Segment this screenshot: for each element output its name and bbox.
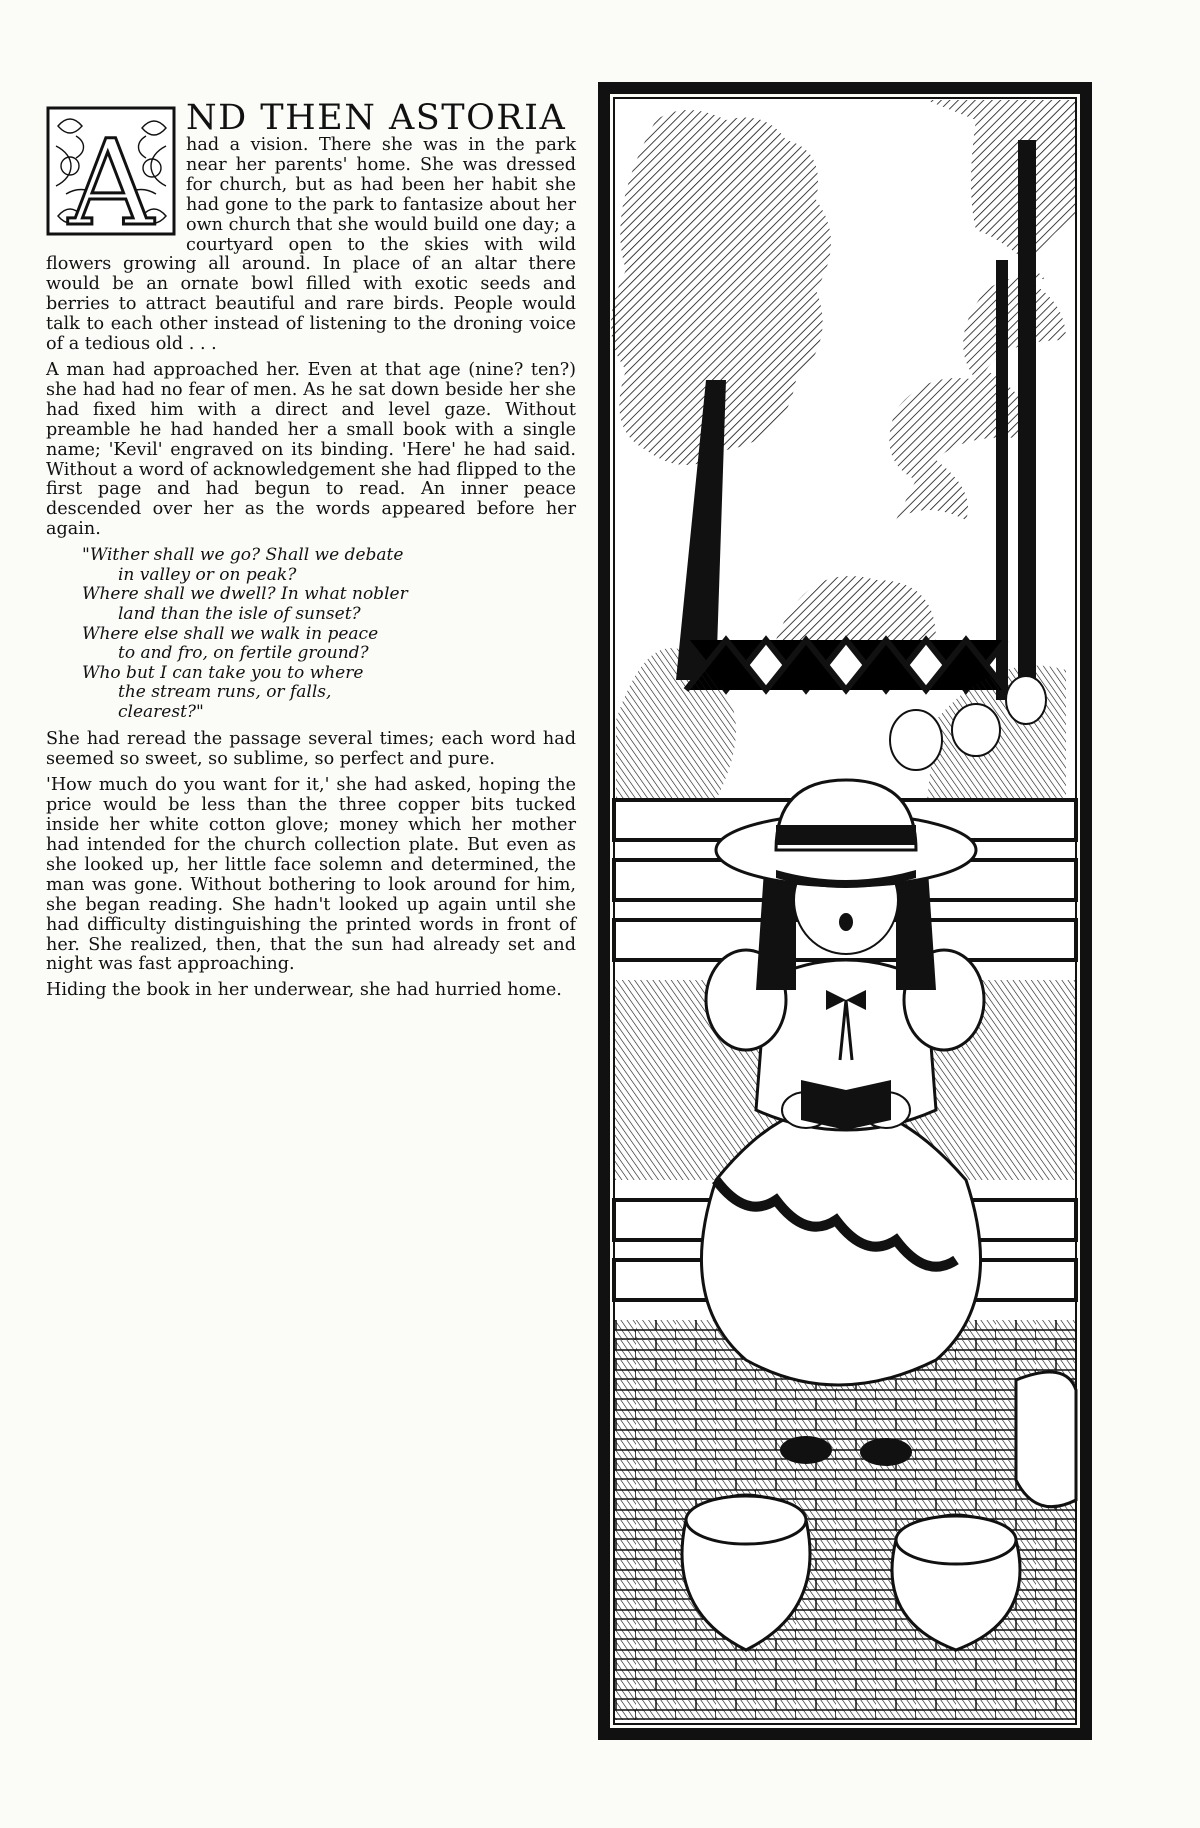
paragraph-1: had a vision. There she was in the park near her parents' home. She was dressed for church, but as had been her habit she had gone to the park to fantasize about her own church that she would build one day; a courtyard open to the skies with wild flowers growing all around. In place of an altar there would be an ornate bowl filled with exotic seeds and berries to attract beautiful and rare birds. People would talk to each other instead of listening to the droning voice of a tedious old . . .: [46, 135, 576, 355]
poem-line: in valley or on peak?: [118, 564, 297, 585]
lead-in-heading: ND THEN ASTORIA: [186, 98, 567, 138]
paragraph-5: Hiding the book in her underwear, she had hurried home.: [46, 980, 562, 1001]
ornate-letter-a-icon: [46, 106, 176, 236]
illuminated-drop-cap: [46, 106, 176, 236]
poem-line: the stream runs, or falls,: [118, 682, 332, 703]
poem-line: to and fro, on fertile ground?: [118, 643, 369, 664]
poem-line: clearest?": [118, 701, 204, 722]
paragraph-2: A man had approached her. Even at that age (nine? ten?) she had had no fear of men. As he sat down beside her she had fixed him with a direct and level gaze. Without preamble he had handed her a small book with a single name; 'Kevil' engraved on its binding. 'Here' he had said. Without a word of acknowledgement she had flipped to the first page and had begun to read. An inner peace descended over her as the words appeared before her again.: [46, 359, 576, 540]
poem-line: Where else shall we walk in peace: [82, 623, 379, 644]
illustration-panel: [596, 80, 1094, 1742]
paragraph-4: 'How much do you want for it,' she had asked, hoping the price would be less than the three copper bits tucked inside her white cotton glove; money which her mother had intended for the church collection plate. But even as she looked up, her little face solemn and determined, the man was gone. Without bothering to look around for him, she began reading. She hadn't looked up again until she had difficulty distinguishing the printed words in front of her. She realized, then, that the sun had already set and night was fast approaching.: [46, 775, 576, 975]
poem-quote: [82, 546, 576, 722]
girl-on-bench-illustration: [596, 80, 1094, 1742]
poem-line: Who but I can take you to where: [82, 662, 364, 683]
paragraph-3: She had reread the passage several times; each word had seemed so sweet, so sublime, so perfect and pure.: [46, 729, 576, 770]
poem-line: "Wither shall we go? Shall we debate: [82, 545, 404, 566]
poem-line: Where shall we dwell? In what nobler: [82, 584, 408, 605]
poem-line: land than the isle of sunset?: [118, 603, 361, 624]
story-text-column: [46, 98, 576, 1007]
svg-text:A: A: [68, 114, 154, 236]
